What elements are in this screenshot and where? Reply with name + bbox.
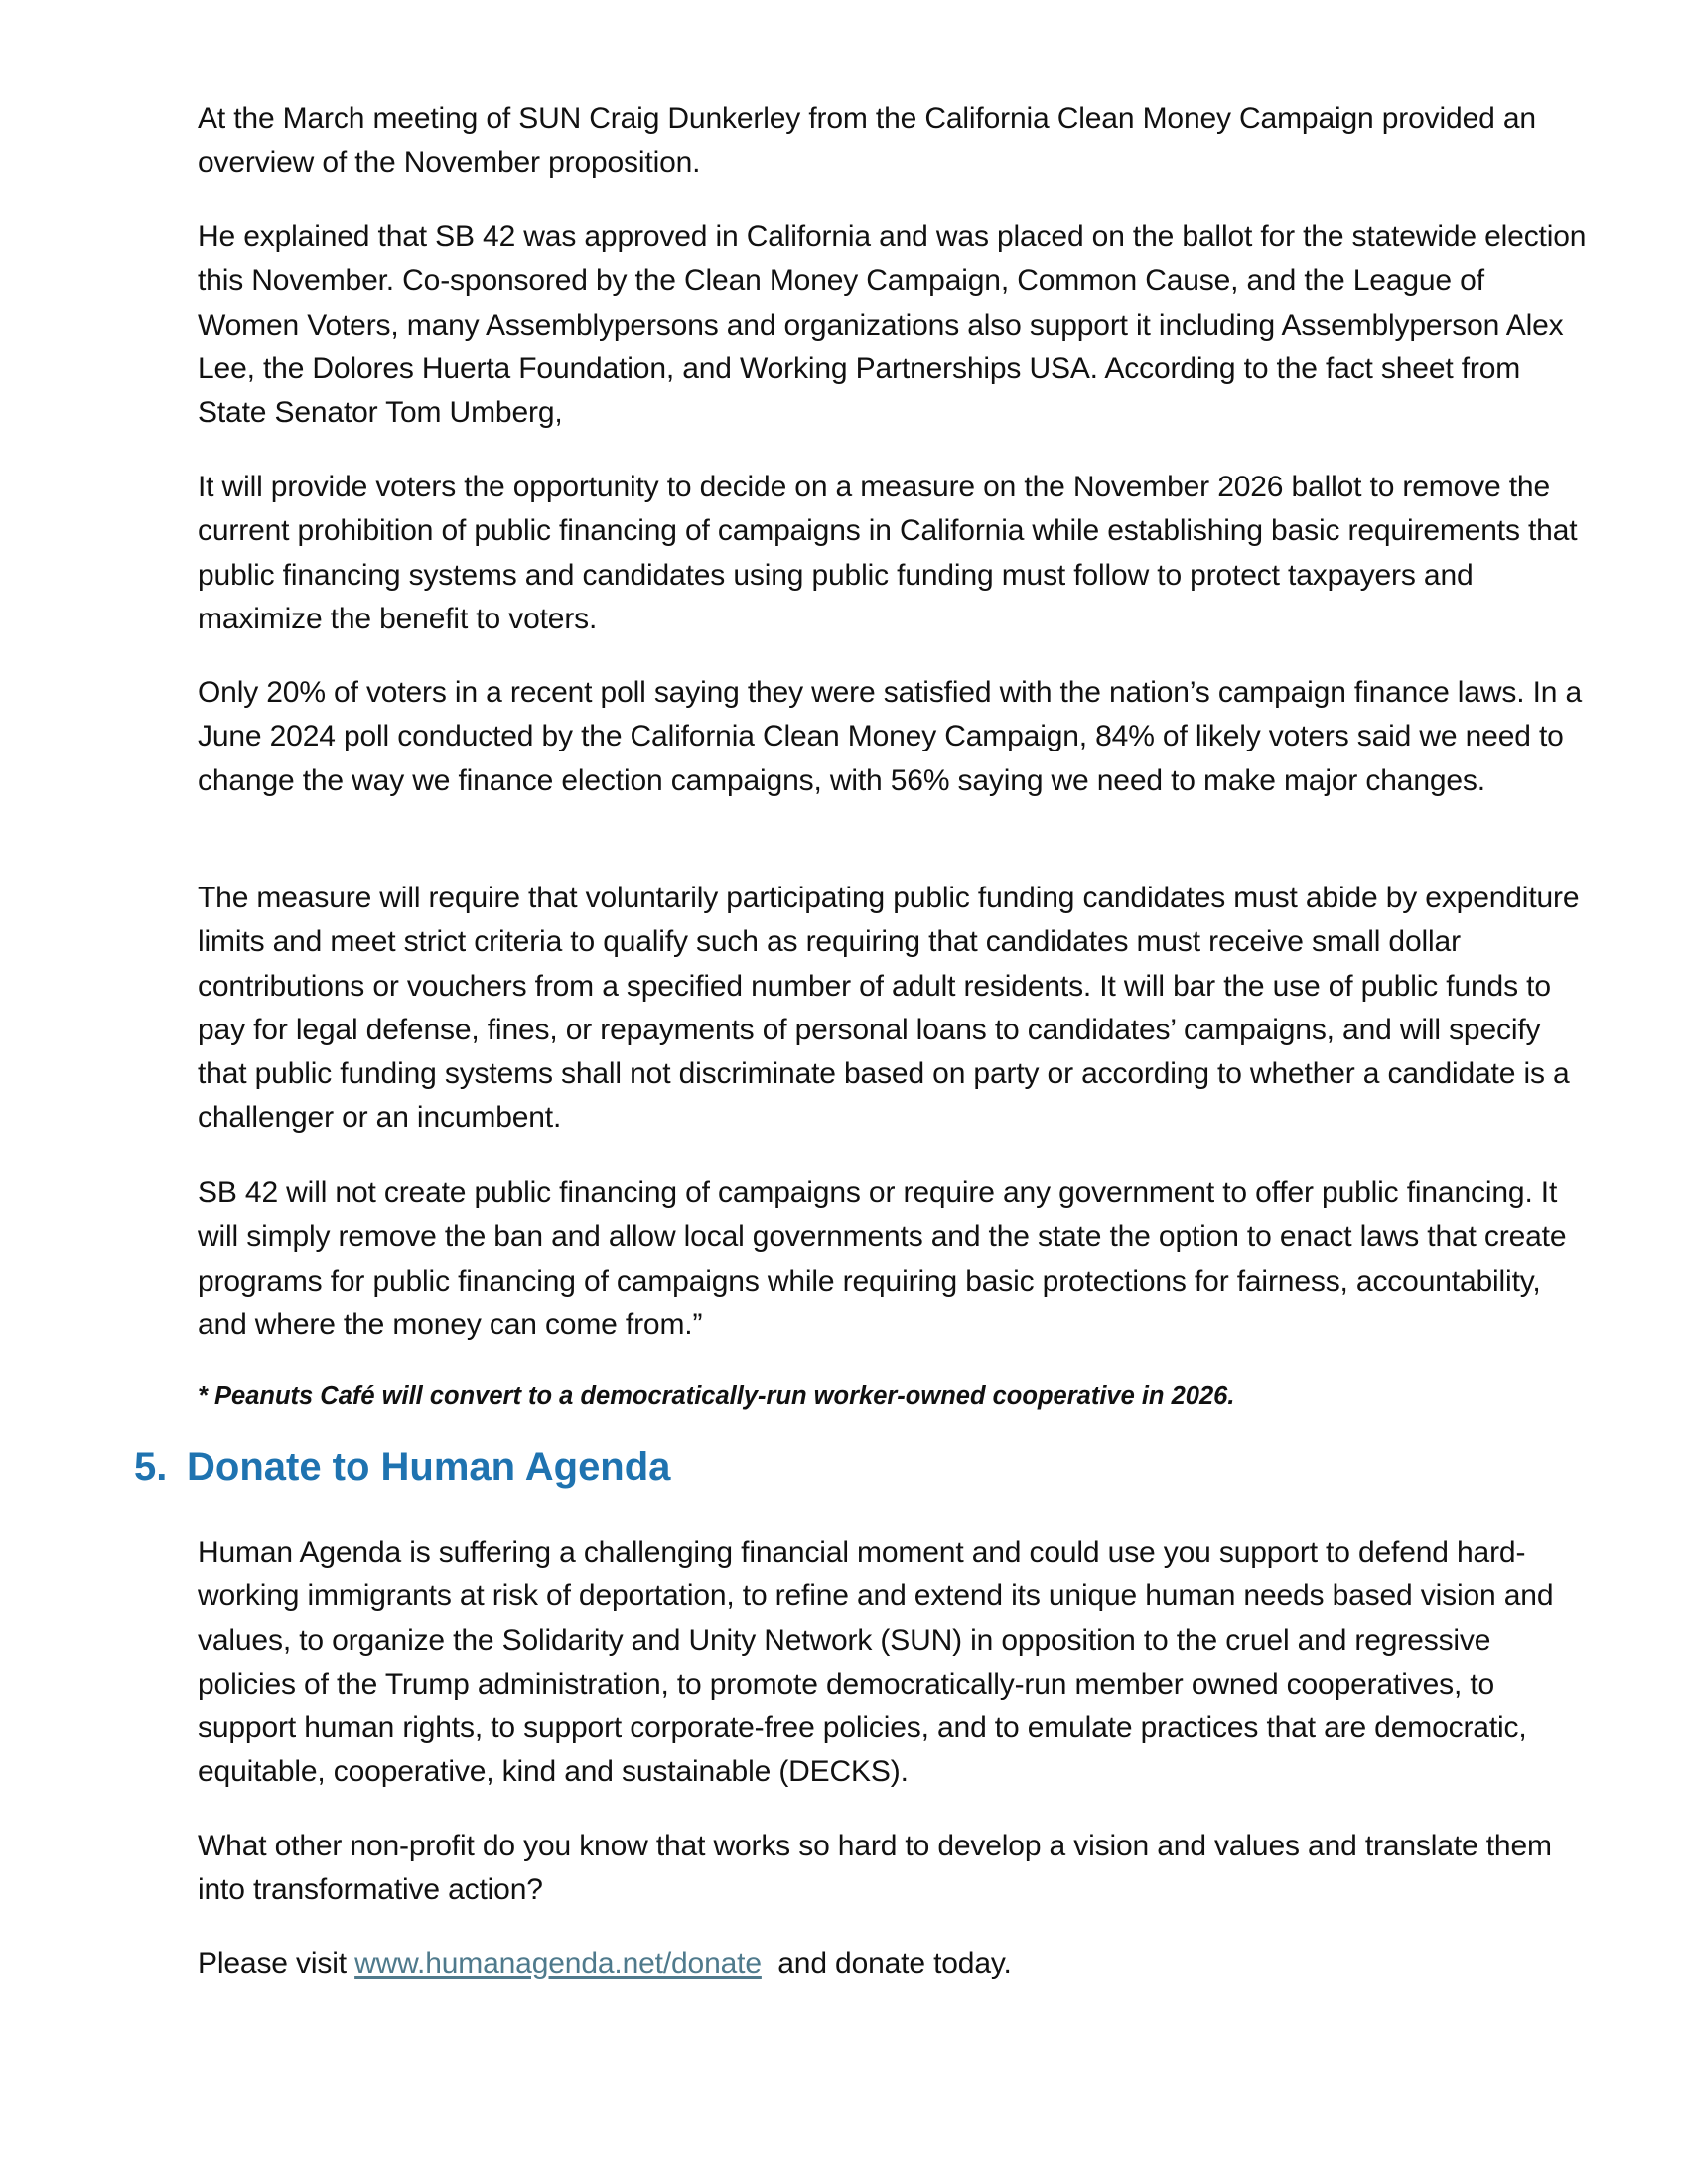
donate-today-text: and donate today. [761, 1947, 1012, 1979]
paragraph-visit-link [198, 1942, 1588, 1985]
section-title: Donate to Human Agenda [187, 1445, 671, 1489]
paragraph-sb42-scope: SB 42 will not create public financing of campaigns or require any government to offer public financing. It will simply remove the ban and allow local governments and the state the option to enact laws that create programs for public financing of campaigns while requiring basic protections for fairness, accountability, and where the money can come from.” [198, 1176, 1567, 1341]
peanuts-cafe-note: * Peanuts Café will convert to a democratically-run worker-owned cooperative in 2026. [198, 1382, 1235, 1410]
section-heading-donate [134, 1439, 670, 1495]
paragraph-sb42-explanation: He explained that SB 42 was approved in California and was placed on the ballot for the statewide election this November. Co-sponsored by the Clean Money Campaign, Common Cause, and the League of Women Voters, many Assemblypersons and organizations also support it including Assemblyperson Alex Lee, the Dolores Huerta Foundation, and Working Partnerships USA. According to the fact sheet from State Senator Tom Umberg, [198, 220, 1587, 430]
paragraph-march-meeting: At the March meeting of SUN Craig Dunkerley from the California Clean Money Campaign provided an overview of the November proposition. [198, 102, 1536, 180]
paragraph-nonprofit-question: What other non-profit do you know that works so hard to develop a vision and values and translate them into transformative action? [198, 1830, 1552, 1907]
paragraph-donate-appeal: Human Agenda is suffering a challenging financial moment and could use you support to defend hard-working immigrants at risk of deportation, to refine and extend its unique human needs based vision and values, to organize the Solidarity and Unity Network (SUN) in opposition to the cruel and regressive policies of the Trump administration, to promote democratically-run member owned cooperatives, to support human rights, to support corporate-free policies, and to emulate practices that are democratic, equitable, cooperative, kind and sustainable (DECKS). [198, 1536, 1554, 1789]
section-number: 5. [134, 1445, 168, 1489]
visit-text: Please visit [198, 1947, 355, 1979]
paragraph-measure-requirements: The measure will require that voluntarily participating public funding candidates must abide by expenditure limits and meet strict criteria to qualify such as requiring that candidates must receive small dollar contributions or vouchers from a specified number of adult residents. It will bar the use of public funds to pay for legal defense, fines, or repayments of personal loans to candidates’ campaigns, and will specify that public funding systems shall not discriminate based on party or according to whether a candidate is a challenger or an incumbent. [198, 882, 1580, 1135]
paragraph-poll-results: Only 20% of voters in a recent poll saying they were satisfied with the nation’s campaign finance laws. In a June 2024 poll conducted by the California Clean Money Campaign, 84% of likely voters said we need to change the way we finance election campaigns, with 56% saying we need to make major changes. [198, 676, 1583, 797]
paragraph-measure-quote: It will provide voters the opportunity to decide on a measure on the November 2026 ballot to remove the current prohibition of public financing of campaigns in California while establishing basic requirements that public financing systems and candidates using public funding must follow to protect taxpayers and maximize the benefit to voters. [198, 471, 1578, 635]
donate-link[interactable]: www.humanagenda.net/donate [354, 1947, 762, 1979]
